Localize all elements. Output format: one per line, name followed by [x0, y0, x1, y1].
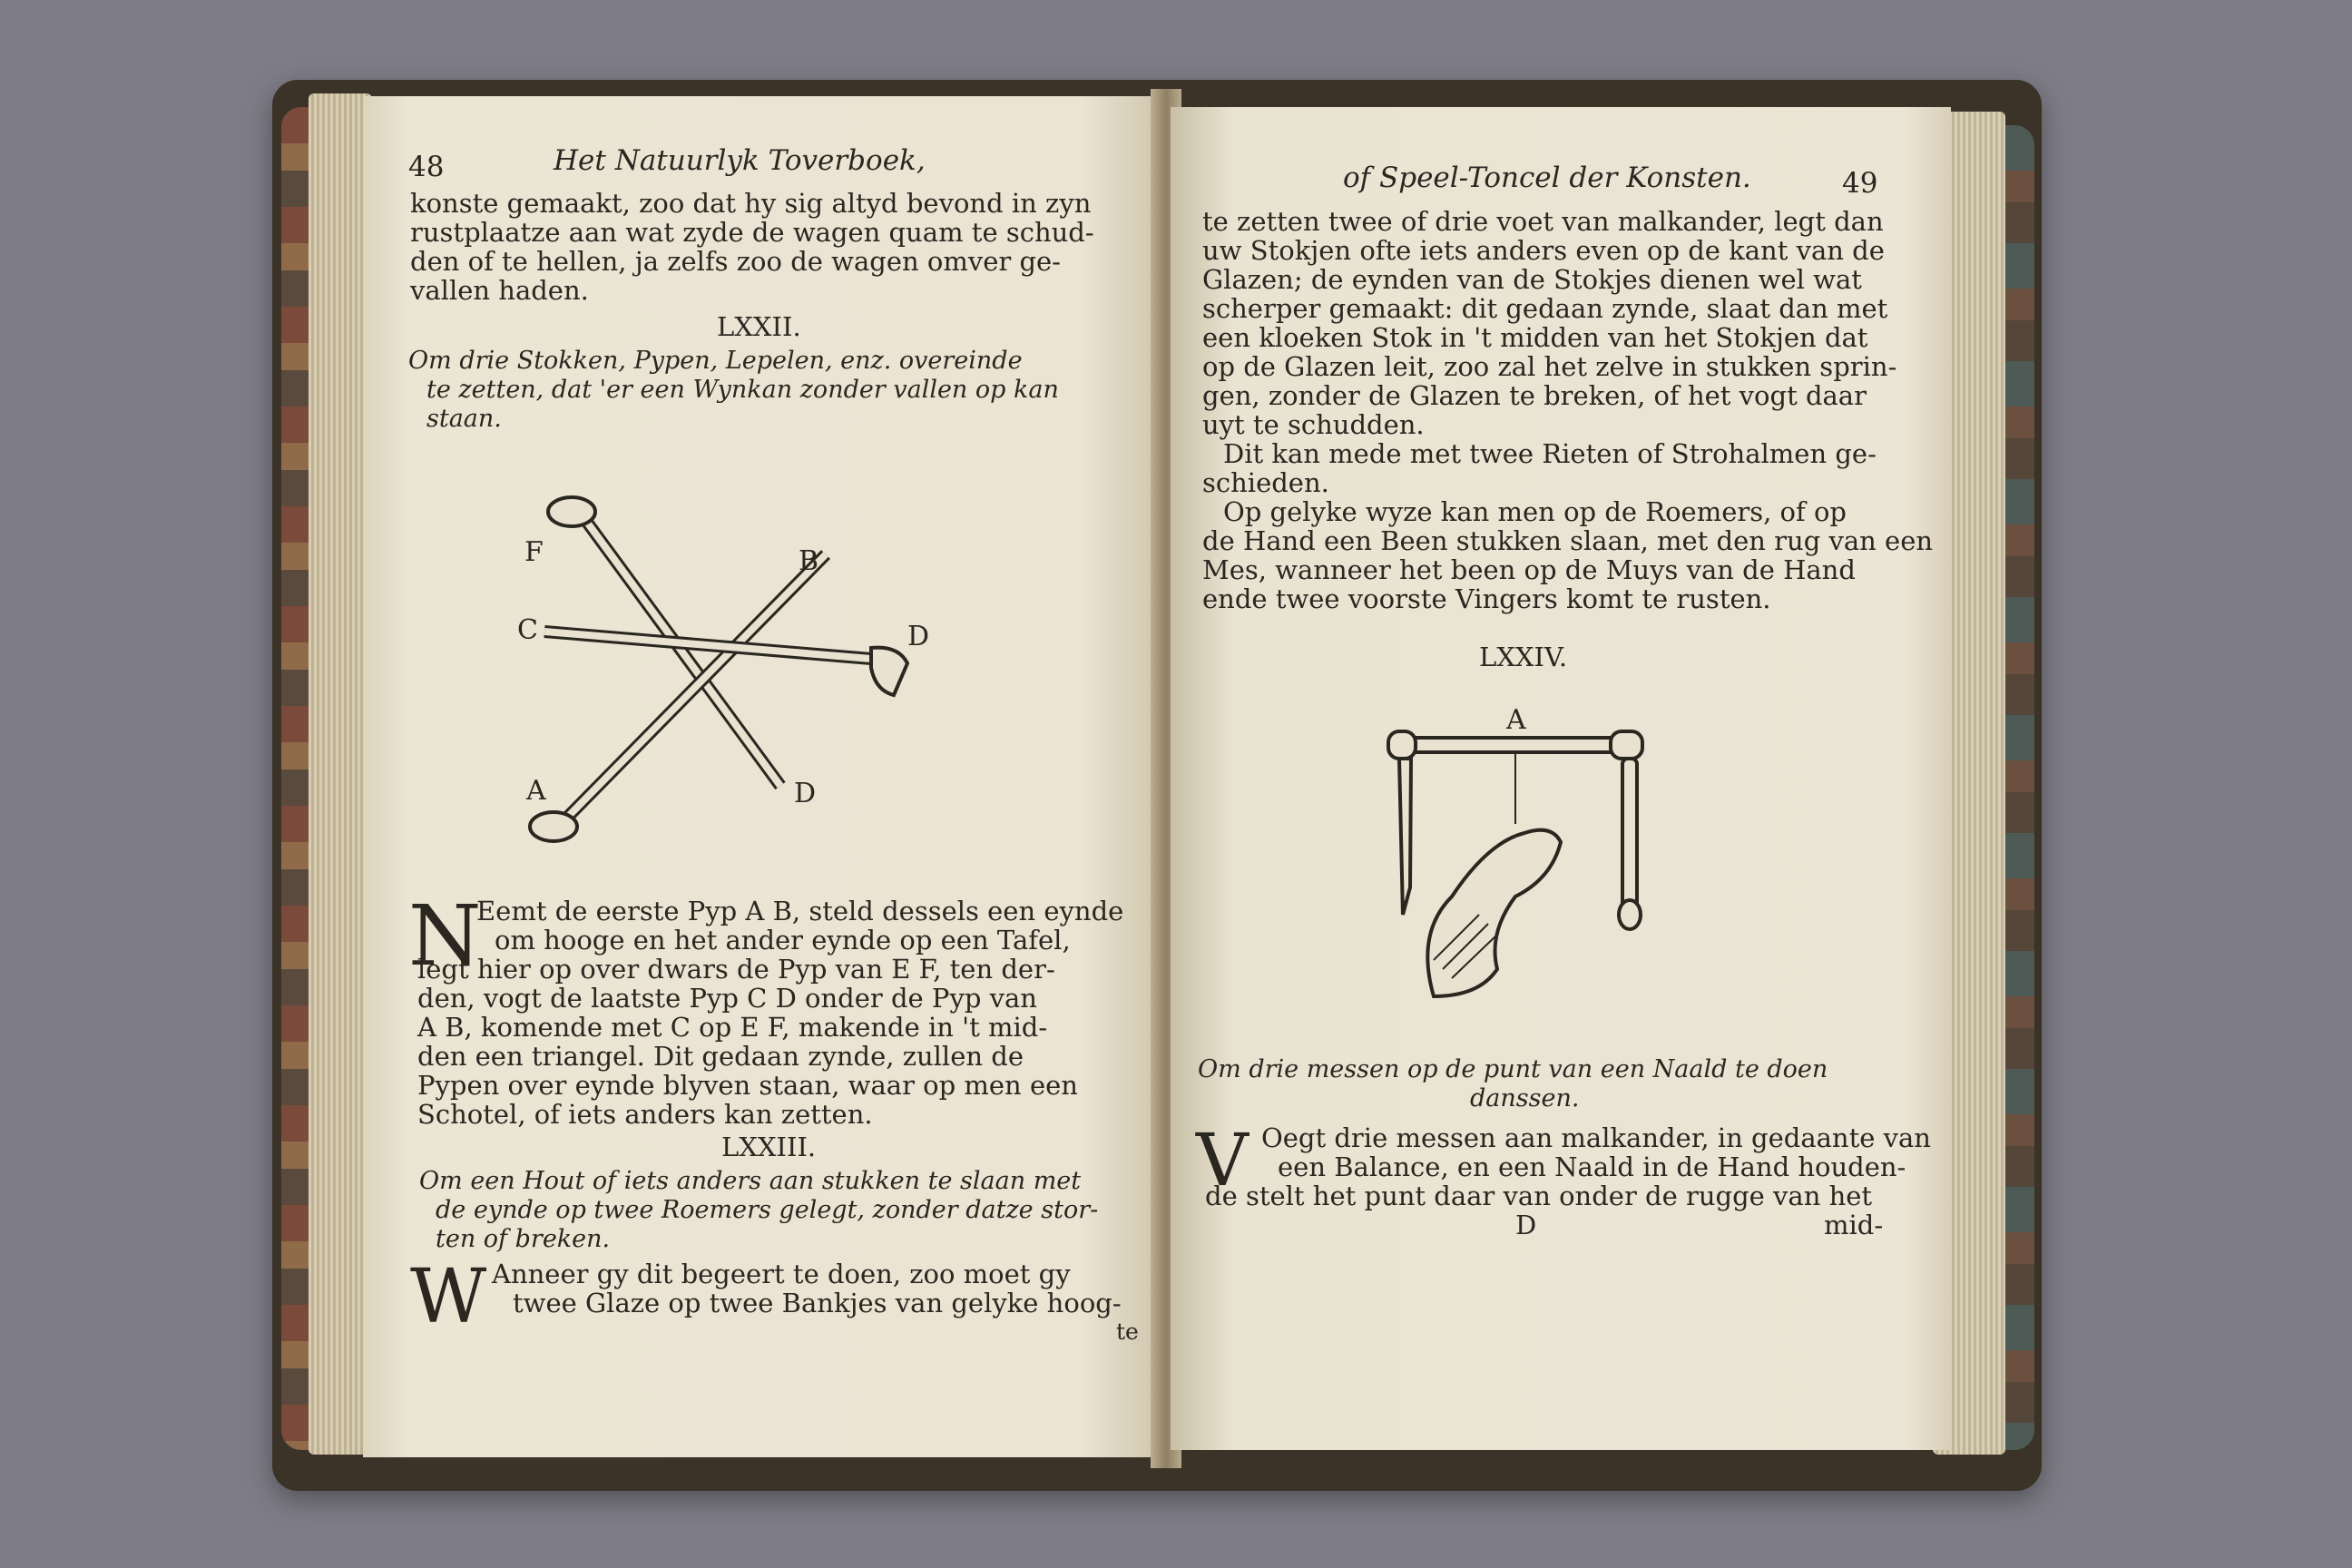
signature-mark: D [1515, 1210, 1537, 1240]
text-line: Schotel, of iets anders kan zetten. [417, 1099, 873, 1130]
text-line: de stelt het punt daar van onder de rugge van het [1205, 1181, 1873, 1211]
text-line: om hooge en het ander eynde op een Tafel, [495, 925, 1071, 956]
text-line: Glazen; de eynden van de Stokjes dienen wel wat [1202, 264, 1862, 295]
running-head: Het Natuurlyk Toverboek, [554, 144, 926, 177]
catchword: mid- [1824, 1210, 1884, 1240]
figure-label: D [907, 621, 930, 652]
text-line: scherper gemaakt: dit gedaan zynde, slaat dan met [1202, 293, 1888, 324]
text-line: A B, komende met C op E F, makende in 't mid- [417, 1012, 1048, 1043]
text-line: legt hier op over dwars de Pyp van E F, ten der- [417, 954, 1055, 985]
drop-cap: N [408, 887, 482, 985]
running-head: of Speel-Toncel der Konsten. [1343, 162, 1751, 194]
text-line: Eemt de eerste Pyp A B, steld dessels een eynde [476, 896, 1124, 926]
section-title-line: de eynde op twee Roemers gelegt, zonder datze stor- [436, 1196, 1099, 1224]
section-title-line: danssen. [1470, 1084, 1580, 1112]
text-line: den, vogt de laatste Pyp C D onder de Pyp van [417, 983, 1037, 1014]
text-line: Anneer gy dit begeert te doen, zoo moet gy [492, 1259, 1071, 1289]
text-line: konste gemaakt, zoo dat hy sig altyd bevond in zyn [410, 188, 1092, 219]
section-title-line: ten of breken. [436, 1225, 611, 1253]
figure-label: F [524, 536, 544, 568]
section-number: LXXIII. [721, 1132, 817, 1162]
page-number: 48 [408, 151, 445, 183]
figure-label: D [794, 778, 817, 809]
figure-label: C [517, 614, 538, 646]
open-book [272, 71, 2042, 1491]
text-line: uw Stokjen ofte iets anders even op de kant van de [1202, 235, 1885, 266]
page-number: 49 [1842, 167, 1878, 200]
text-line: schieden. [1202, 467, 1329, 498]
figure-label: A [1506, 704, 1526, 736]
text-line: een Balance, en een Naald in de Hand houden- [1278, 1152, 1906, 1182]
section-title-line: Om een Hout of iets anders aan stukken te slaan met [419, 1167, 1082, 1195]
text-line: ende twee voorste Vingers komt te rusten. [1202, 583, 1771, 614]
catchword: te [1116, 1318, 1139, 1345]
section-title-line: Om drie Stokken, Pypen, Lepelen, enz. overeinde [408, 347, 1023, 375]
three-pipes-illustration [508, 486, 998, 858]
text-line: Dit kan mede met twee Rieten of Strohalmen ge- [1223, 438, 1877, 469]
text-line: den een triangel. Dit gedaan zynde, zullen de [417, 1041, 1024, 1072]
text-line: twee Glaze op twee Bankjes van gelyke hoog- [513, 1288, 1122, 1318]
figure-label: B [799, 545, 819, 577]
text-line: den of te hellen, ja zelfs zoo de wagen omver ge- [410, 246, 1061, 277]
section-title-line: Om drie messen op de punt van een Naald te doen [1198, 1055, 1828, 1083]
knives-on-needle-illustration [1379, 697, 1670, 1024]
text-line: de Hand een Been stukken slaan, met den rug van een [1202, 525, 1934, 556]
text-line: te zetten twee of drie voet van malkander, legt dan [1202, 206, 1884, 237]
section-title-line: staan. [426, 405, 502, 433]
figure-label: A [526, 775, 546, 807]
section-number: LXXIV. [1479, 642, 1568, 672]
left-page [363, 96, 1161, 1457]
drop-cap: V [1196, 1118, 1249, 1202]
text-line: gen, zonder de Glazen te breken, of het vogt daar [1202, 380, 1867, 411]
text-line: uyt te schudden. [1202, 409, 1425, 440]
text-line: rustplaatze aan wat zyde de wagen quam te schud- [410, 217, 1094, 248]
right-page [1171, 107, 1951, 1450]
section-number: LXXII. [717, 311, 801, 342]
text-line: Mes, wanneer het been op de Muys van de Hand [1202, 554, 1856, 585]
text-line: Oegt drie messen aan malkander, in gedaante van [1261, 1122, 1931, 1153]
text-line: Pypen over eynde blyven staan, waar op men een [417, 1070, 1078, 1101]
drop-cap: W [410, 1254, 487, 1340]
text-line: vallen haden. [410, 275, 589, 306]
text-line: Op gelyke wyze kan men op de Roemers, of op [1223, 496, 1847, 527]
text-line: een kloeken Stok in 't midden van het Stokjen dat [1202, 322, 1868, 353]
section-title-line: te zetten, dat 'er een Wynkan zonder vallen op kan [426, 376, 1059, 404]
text-line: op de Glazen leit, zoo zal het zelve in stukken sprin- [1202, 351, 1897, 382]
